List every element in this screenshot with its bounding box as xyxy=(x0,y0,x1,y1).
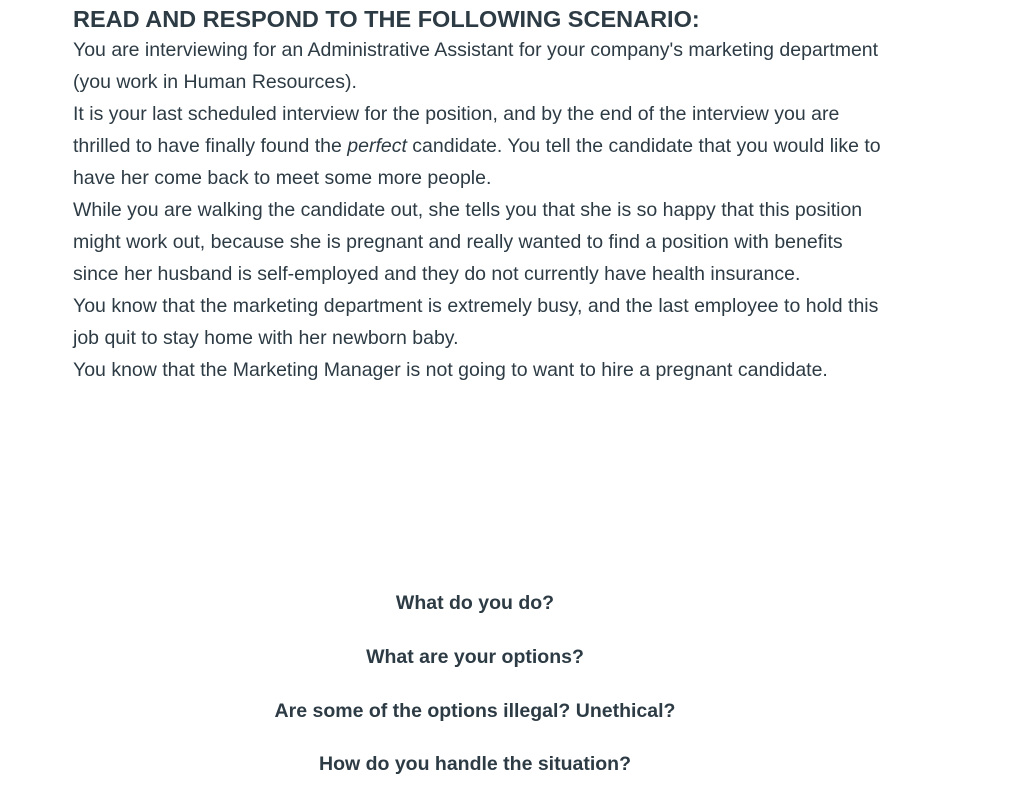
question-handle-situation: How do you handle the situation? xyxy=(319,753,631,775)
paragraph-text: candidate. You tell the candidate that you would like to have her come back to meet some more people. xyxy=(73,135,881,189)
question-options: What are your options? xyxy=(366,646,584,668)
question-illegal-unethical: Are some of the options illegal? Unethical? xyxy=(274,700,676,722)
paragraph-interview-context: You are interviewing for an Administrative Assistant for your company's marketing department (you work in Human Resources). xyxy=(73,39,879,93)
paragraph-perfect-candidate xyxy=(73,98,883,194)
question-what-do-you-do: What do you do? xyxy=(395,592,555,614)
emphasized-word: perfect xyxy=(347,135,407,157)
paragraph-department-context: You know that the marketing department is extremely busy, and the last employee to hold this job quit to stay home with her newborn baby. xyxy=(73,295,879,349)
paragraph-text: It is your last scheduled interview for the position, and by the end of the interview you are thrilled to have finally found the xyxy=(73,103,840,157)
page-title: READ AND RESPOND TO THE FOLLOWING SCENARIO: xyxy=(73,6,700,32)
paragraph-manager-bias: You know that the Marketing Manager is not going to want to hire a pregnant candidate. xyxy=(73,359,828,381)
scenario-content xyxy=(73,0,883,386)
paragraph-pregnancy-disclosure: While you are walking the candidate out, she tells you that she is so happy that this position might work out, because she is pregnant and really wanted to find a position with benefits since her husband is self-employed and they do not currently have health insurance. xyxy=(73,199,863,285)
